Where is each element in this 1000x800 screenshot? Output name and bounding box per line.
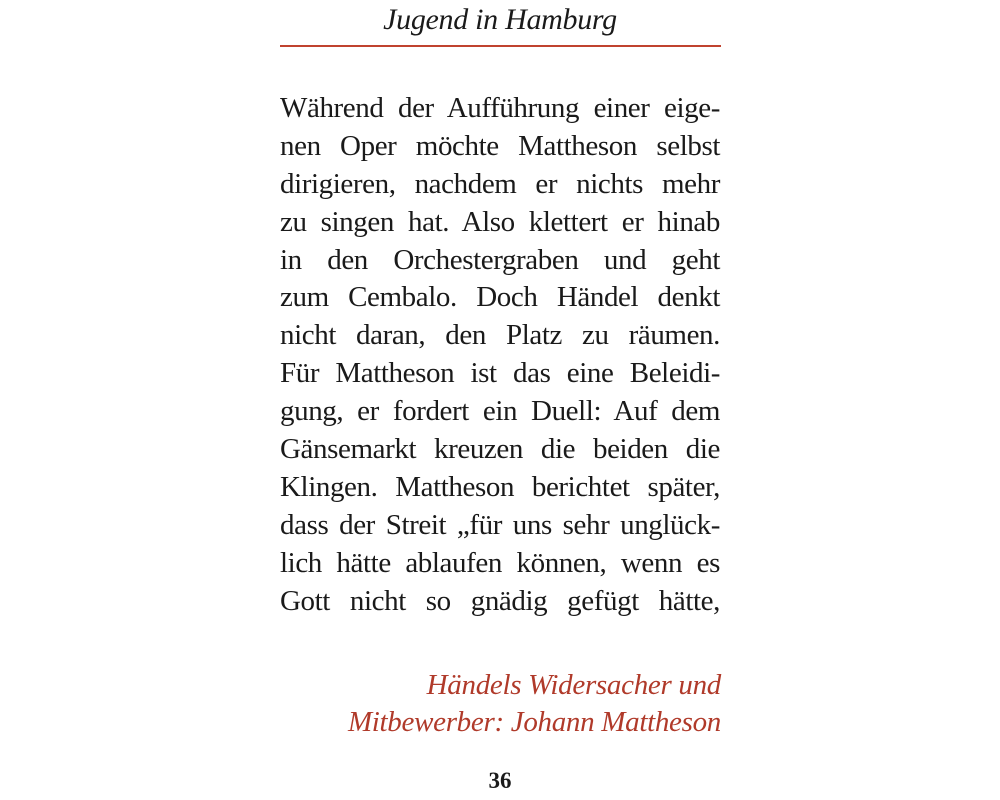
body-line: in den Orchestergraben und geht	[280, 243, 720, 276]
caption-line: Mitbewerber: Johann Mattheson	[347, 706, 721, 738]
body-line: dirigieren, nachdem er nichts mehr	[280, 167, 720, 200]
body-line: Gott nicht so gnädig gefügt hätte,	[280, 584, 720, 617]
page-number: 36	[488, 768, 512, 793]
body-line: Während der Aufführung einer eige-	[280, 92, 720, 124]
body-line: Für Mattheson ist das eine Beleidi-	[280, 357, 720, 390]
caption-line: Händels Widersacher und	[426, 669, 721, 701]
body-line: nicht daran, den Platz zu räumen.	[280, 319, 720, 352]
body-line: lich hätte ablaufen können, wenn es	[280, 546, 720, 579]
body-line: zu singen hat. Also klettert er hinab	[280, 205, 720, 238]
header-rule	[280, 45, 721, 47]
body-line: zum Cembalo. Doch Händel denkt	[280, 281, 720, 314]
running-head: Jugend in Hamburg	[383, 3, 617, 36]
image-caption	[280, 667, 721, 741]
body-line: Klingen. Mattheson berichtet später,	[280, 470, 720, 503]
body-line: gung, er fordert ein Duell: Auf dem	[280, 395, 720, 428]
body-line: Gänsemarkt kreuzen die beiden die	[280, 433, 720, 466]
body-paragraph	[280, 90, 720, 620]
body-line: nen Oper möchte Mattheson selbst	[280, 129, 720, 162]
body-line: dass der Streit „für uns sehr unglück-	[280, 508, 720, 541]
